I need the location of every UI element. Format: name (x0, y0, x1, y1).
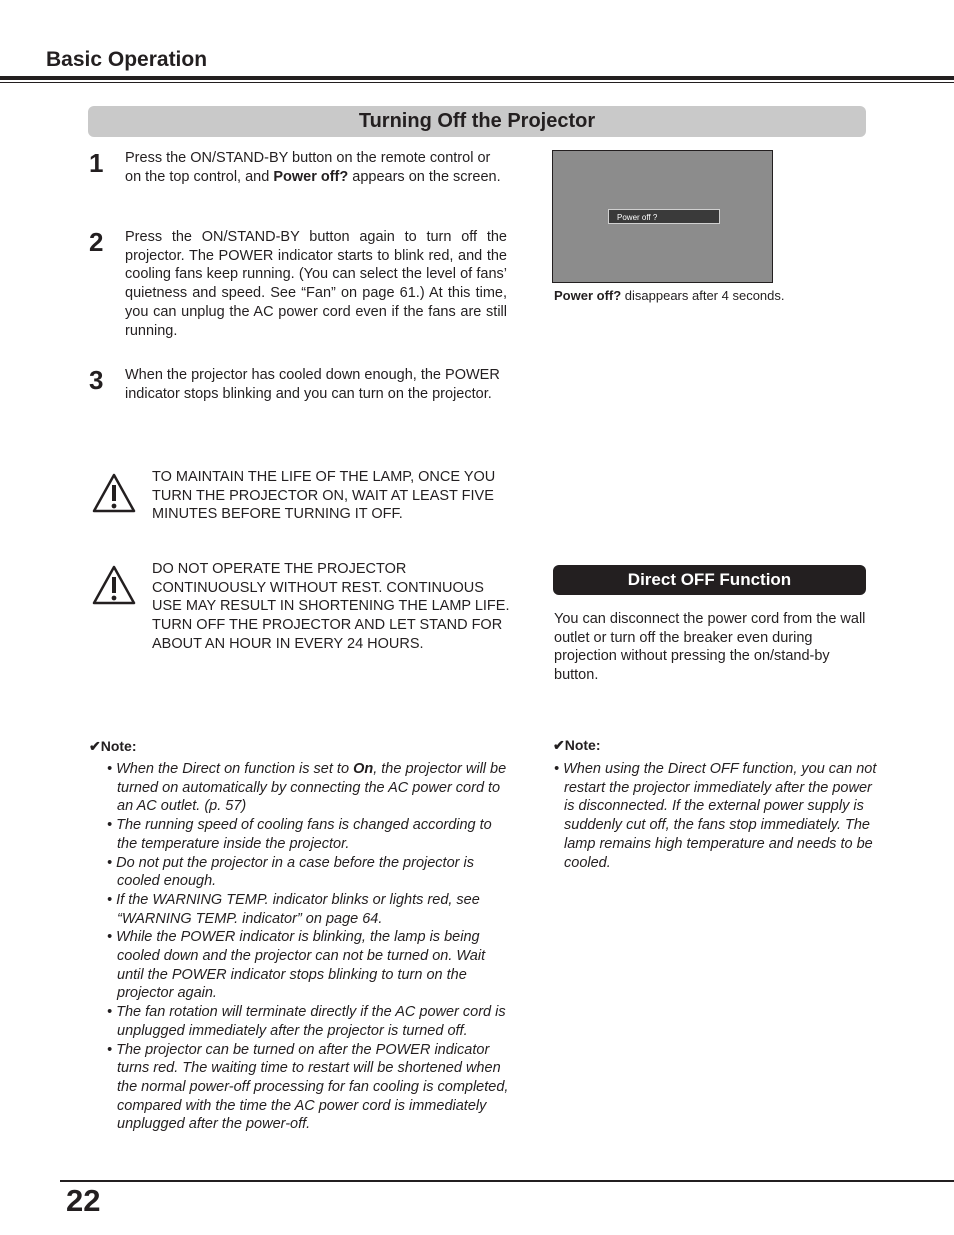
note-item: • The projector can be turned on after the POWER indicator turns red. The waiting time to restart will be shortened when the normal power-off processing for fan cooling is completed, compared with the time the AC power cord is immediately unplugged after the power-off. (107, 1041, 509, 1133)
header-rule-thin (0, 82, 954, 83)
header-rule (0, 76, 954, 80)
warning-triangle-icon (91, 472, 137, 514)
warning-text: TO MAINTAIN THE LIFE OF THE LAMP, ONCE YOU TURN THE PROJECTOR ON, WAIT AT LEAST FIVE MINUTES BEFORE TURNING IT OFF. (152, 469, 496, 523)
step-text: When the projector has cooled down enough, the POWER indicator stops blinking and you can turn on the projector. (125, 367, 500, 402)
step-text-bold: Power off? (273, 168, 349, 185)
note-label: ✔Note: (553, 737, 601, 753)
note-item: • While the POWER indicator is blinking, the lamp is being cooled down and the projector can not be turned on. Wait until the POWER indicator stops blinking to turn on the projector again. (107, 929, 486, 1002)
direct-off-heading: Direct OFF Function (553, 565, 866, 595)
step-number: 3 (89, 365, 104, 395)
step-text (125, 149, 507, 186)
power-off-popup: Power off ? (608, 209, 720, 224)
page-title: Turning Off the Projector (88, 106, 866, 137)
note-item-part: , the projector will be turned on automatically by connecting the AC power cord to an AC outlet. (p. 57) (117, 761, 507, 815)
direct-off-text: You can disconnect the power cord from the wall outlet or turn off the breaker even during projection without pressing the on/stand-by button. (554, 611, 866, 684)
note-item: • When using the Direct OFF function, you can not restart the projector immediately after the power is disconnected. If the external power supply is suddenly cut off, the fans stop immediately. The lamp remains high temperature and needs to be cooled. (554, 761, 877, 871)
warning-text: DO NOT OPERATE THE PROJECTOR CONTINUOUSLY WITHOUT REST. CONTINUOUS USE MAY RESULT IN SHORTENING THE LAMP LIFE. TURN OFF THE PROJECTOR AND LET STAND FOR ABOUT AN HOUR IN EVERY 24 HOURS. (152, 561, 510, 652)
step-text-part: Press the ON/STAND-BY button on the remote control or on the top control, and (125, 150, 491, 185)
note-list-right (554, 760, 879, 872)
note-item-bold: On (353, 761, 374, 777)
screen-caption-text: disappears after 4 seconds. (621, 288, 785, 303)
note-item: • The running speed of cooling fans is changed according to the temperature inside the projector. (107, 817, 492, 852)
footer-rule (60, 1180, 954, 1182)
note-item: • If the WARNING TEMP. indicator blinks or lights red, see “WARNING TEMP. indicator” on page 64. (107, 891, 480, 927)
note-label: ✔Note: (89, 738, 137, 754)
step-number: 2 (89, 227, 104, 257)
screen-caption (554, 288, 785, 303)
note-item (107, 760, 509, 816)
note-item: • Do not put the projector in a case before the projector is cooled enough. (107, 854, 474, 890)
section-title: Basic Operation (46, 48, 208, 71)
note-item-part: • When the Direct on function is set to (107, 761, 354, 777)
projector-screen-illustration (552, 150, 773, 283)
warning-triangle-icon (91, 564, 137, 606)
step-text: Press the ON/STAND-BY button again to turn off the projector. The POWER indicator starts to blink red, and the cooling fans keep running. (You can select the level of fans’ quietness and speed. See “Fan” on page 61.) At this time, you can unplug the AC power cord even if the fans are still running. (125, 229, 507, 339)
step-text-part: appears on the screen. (348, 168, 501, 185)
page-number: 22 (66, 1183, 101, 1218)
step-number: 1 (89, 148, 104, 178)
screen-caption-bold: Power off? (554, 288, 622, 303)
note-item: • The fan rotation will terminate directly if the AC power cord is unplugged immediately after the projector is turned off. (107, 1004, 506, 1039)
note-list-left (107, 760, 509, 1134)
